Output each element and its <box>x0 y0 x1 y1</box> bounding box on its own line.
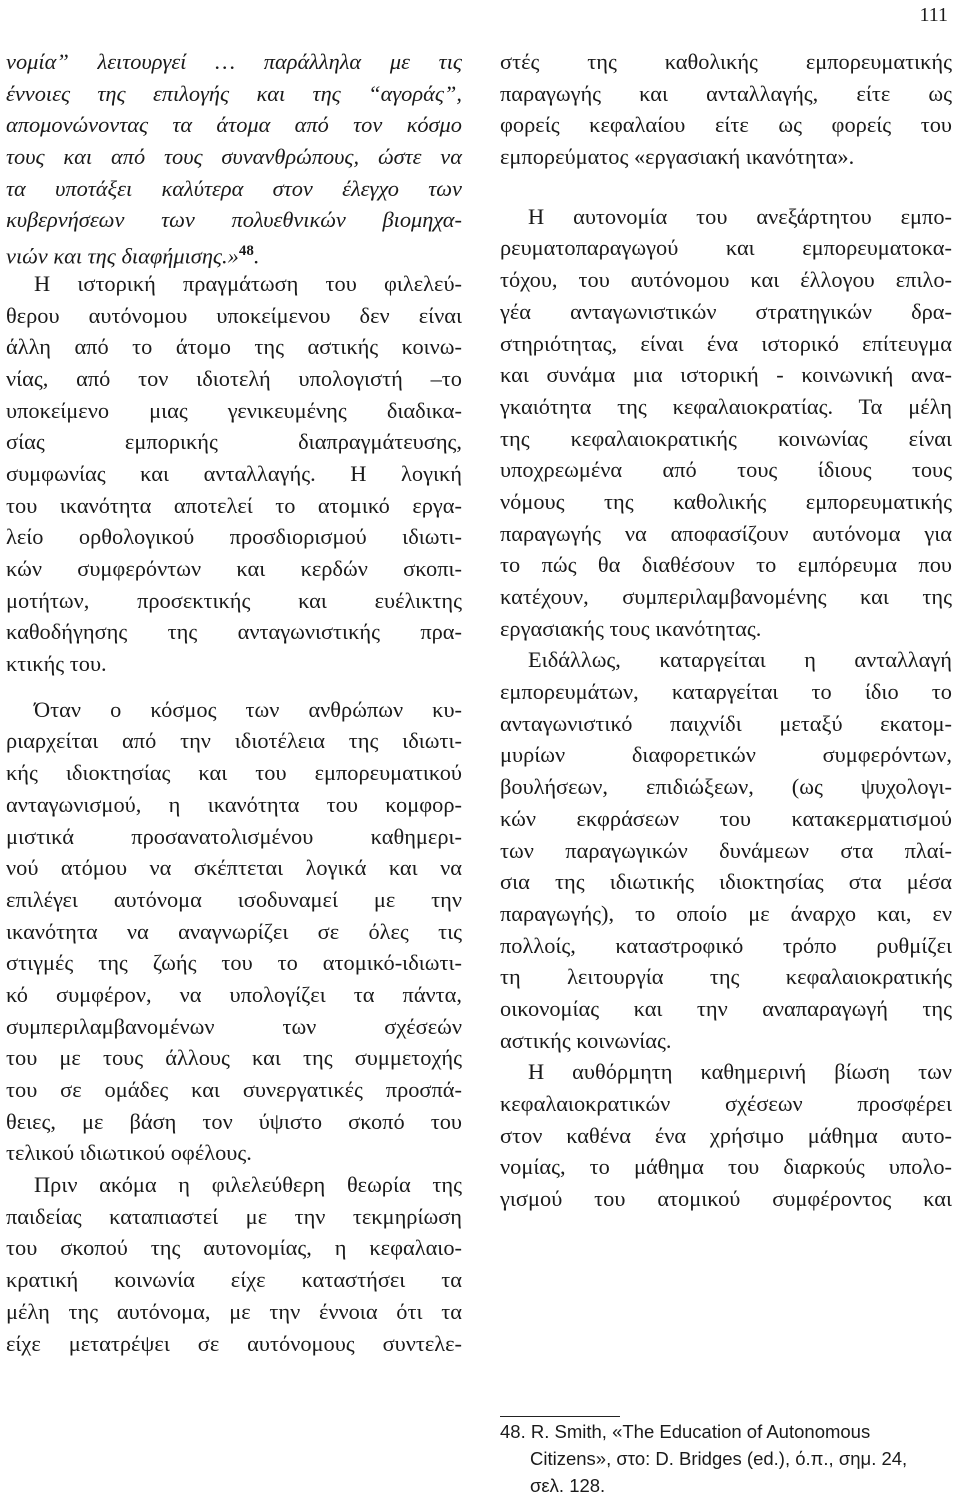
text-line: άλλη από το άτομο της αστικής κοινω- <box>6 334 462 360</box>
right-column <box>500 46 952 1215</box>
left-column <box>6 46 462 1359</box>
text-line: κών συμφερόντων και κερδών σκοπι- <box>6 556 462 581</box>
text-line: τελικού ιδιωτικού οφέλους. <box>6 1140 252 1166</box>
text-line: στον καθένα ένα χρήσιμο μάθημα αυτο- <box>500 1122 952 1148</box>
text-line: του σε ομάδες και συνεργατικές προσπά- <box>6 1077 462 1102</box>
footnote-reference: 48 <box>238 243 254 260</box>
text-line: γκαιότητα της κεφαλαιοκρατίας. Τα μέλη <box>500 393 952 419</box>
text-line: παραγωγής και ανταλλαγής, είτε ως <box>500 80 952 106</box>
text-line: Η ιστορική πραγμάτωση του φιλελεύ- <box>34 270 462 296</box>
text-line: νού ατόμου να σκέπτεται λογικά και να <box>6 855 462 881</box>
text-line: είχε μετατρέψει σε αυτόνομους συντελε- <box>6 1330 462 1356</box>
quote-end-text: νιών και της διαφήμισης.» <box>6 243 239 269</box>
text-line: κεφαλαιοκρατικών σχέσεων προσφέρει <box>500 1091 952 1116</box>
text-line: μυρίων διαφορετικών συμφερόντων, <box>500 742 952 768</box>
text-line: συμφωνίας και ανταλλαγής. Η λογική <box>6 460 462 486</box>
quote-line: τα υποτάξει καλύτερα στον έλεγχο των <box>6 175 462 201</box>
quote-line-last: νιών και της διαφήμισης.»$^{48}$. <box>6 243 260 269</box>
text-line: σια της ιδιωτικής ιδιοκτησίας στα μέσα <box>500 869 952 895</box>
text-line: μοτήτων, προσεκτικής και ευέλικτης <box>6 587 462 613</box>
quote-line: τους και από τους συνανθρώπους, ώστε να <box>6 144 462 170</box>
text-line: της κεφαλαιοκρατικής κοινωνίας είναι <box>500 425 952 451</box>
text-line: τόχου, του αυτόνομου και έλλογου επιλο- <box>500 267 952 293</box>
footnote-line: σελ. 128. <box>530 1475 606 1496</box>
text-line: αστικής κοινωνίας. <box>500 1027 672 1053</box>
text-line: στιγμές της ζωής του το ατομικό-ιδιωτι- <box>6 950 462 976</box>
text-line: υποκείμενο μιας γενικευμένης διαδικα- <box>6 397 462 423</box>
text-line: Πριν ακόμα η φιλελεύθερη θεωρία της <box>34 1172 462 1198</box>
quote-line: νομία” λειτουργεί … παράλληλα με τις <box>6 49 462 74</box>
text-line: των παραγωγικών δυνάμεων στα πλαί- <box>500 837 952 863</box>
text-line: θερου αυτόνομου υποκείμενου δεν είναι <box>6 302 462 328</box>
text-line: νομίας, το μάθημα του διαρκούς υπολο- <box>500 1154 952 1180</box>
text-line: εμπορευμάτων, καταργείται το ίδιο το <box>500 679 952 705</box>
text-line: Η αυθόρμητη καθημερινή βίωση των <box>528 1059 952 1085</box>
text-line: τη λειτουργία της κεφαλαιοκρατικής <box>500 964 952 990</box>
text-line: γέα ανταγωνιστικών στρατηγικών δρα- <box>500 298 952 324</box>
text-line: οικονομίας και την αναπαραγωγή της <box>500 995 952 1021</box>
footnote-divider <box>500 1416 620 1417</box>
page-number: 111 <box>919 4 948 26</box>
text-line: νόμους της καθολικής εμπορευματικής <box>500 488 952 514</box>
text-line: κρατική κοινωνία είχε καταστήσει τα <box>6 1267 462 1293</box>
text-line: κό συμφέρον, να υπολογίζει τα πάντα, <box>6 981 462 1007</box>
text-line: Η αυτονομία του ανεξάρτητου εμπο- <box>528 203 952 229</box>
text-line: υποχρεωμένα από τους ίδιους τους <box>500 457 952 483</box>
text-line: εμπορεύματος «εργασιακή ικανότητα». <box>500 144 855 170</box>
text-line: ριαρχείται από την ιδιοτέλεια της ιδιωτι- <box>6 728 462 754</box>
text-line: φορείς κεφαλαίου είτε ως φορείς του <box>500 112 952 138</box>
text-line: ανταγωνιστικό παιχνίδι μεταξύ εκατομ- <box>500 710 952 736</box>
text-line: Όταν ο κόσμος των ανθρώπων κυ- <box>34 696 462 722</box>
text-line: το πώς θα διαθέσουν το εμπόρευμα που <box>500 552 952 578</box>
text-line: κτικής του. <box>6 651 107 677</box>
text-line: μέλη της αυτόνομα, με την έννοια ότι τα <box>6 1298 462 1324</box>
text-line: κών εκφράσεων του κατακερματισμού <box>500 805 952 831</box>
paragraph-gap <box>500 173 952 201</box>
quote-line: κυβερνήσεων των πολυεθνικών βιομηχα- <box>6 207 462 233</box>
text-line: συμπεριλαμβανομένων των σχέσεών <box>6 1013 462 1039</box>
text-line: μιστικά προσανατολισμένου καθημερι- <box>6 823 462 849</box>
footnote-line: Citizens», στο: D. Bridges (ed.), ό.π., σημ. 24, <box>530 1448 908 1469</box>
text-line: καθοδήγησης της ανταγωνιστικής πρα- <box>6 619 462 645</box>
text-line: επιλέγει αυτόνομα ισοδυναμεί με την <box>6 886 462 912</box>
text-line: παραγωγής να αποφασίζουν αυτόνομα για <box>500 520 952 546</box>
text-line: κατέχουν, συμπεριλαμβανομένης και της <box>500 584 952 609</box>
text-line: βουλήσεων, επιδιώξεων, (ως ψυχολογι- <box>500 774 952 800</box>
text-line: στηριότητας, είναι ένα ιστορικό επίτευγμα <box>500 330 952 356</box>
text-line: γισμού του ατομικού συμφέροντος και <box>500 1186 952 1212</box>
text-line: εργασιακής τους ικανότητας. <box>500 615 762 641</box>
quote-line: έννοιες της επιλογής και της “αγοράς”, <box>6 80 462 106</box>
text-line: του ικανότητα αποτελεί το ατομικό εργα- <box>6 492 462 518</box>
text-line: παιδείας καταπιαστεί με την τεκμηρίωση <box>6 1203 462 1229</box>
text-line: σίας εμπορικής διαπραγμάτευσης, <box>6 429 462 455</box>
text-line: κής ιδιοκτησίας και του εμπορευματικού <box>6 760 462 786</box>
text-line: του με τους άλλους και της συμμετοχής <box>6 1045 462 1071</box>
text-line: πολλοίς, καταστροφικό τρόπο ρυθμίζει <box>500 932 952 958</box>
footnote-line: 48. R. Smith, «The Education of Autonomous <box>500 1421 871 1442</box>
quote-line: απομονώνοντας τα άτομα από τον κόσμο <box>6 112 462 138</box>
text-line: και συνάμα μια ιστορική - κοινωνική ανα- <box>500 362 952 388</box>
text-line: ικανότητα να αναγνωρίζει σε όλες τις <box>6 918 462 944</box>
text-line: θειες, με βάση τον ύψιστο σκοπό του <box>6 1108 462 1134</box>
text-line: Ειδάλλως, καταργείται η ανταλλαγή <box>528 647 952 673</box>
paragraph-gap <box>6 680 462 694</box>
text-line: λείο ορθολογικού προσδιορισμού ιδιωτι- <box>6 524 462 550</box>
text-line: ρευματοπαραγωγού και εμπορευματοκα- <box>500 235 952 261</box>
footnote <box>500 1418 956 1499</box>
text-line: ανταγωνισμού, η ικανότητα του κομφορ- <box>6 791 462 817</box>
text-line: στές της καθολικής εμπορευματικής <box>500 49 952 74</box>
text-line: νίας, από τον ιδιοτελή υπολογιστή –το <box>6 365 462 391</box>
text-line: παραγωγής), το οποίο με άναρχο και, εν <box>500 900 952 926</box>
text-line: του σκοπού της αυτονομίας, η κεφαλαιο- <box>6 1235 462 1261</box>
